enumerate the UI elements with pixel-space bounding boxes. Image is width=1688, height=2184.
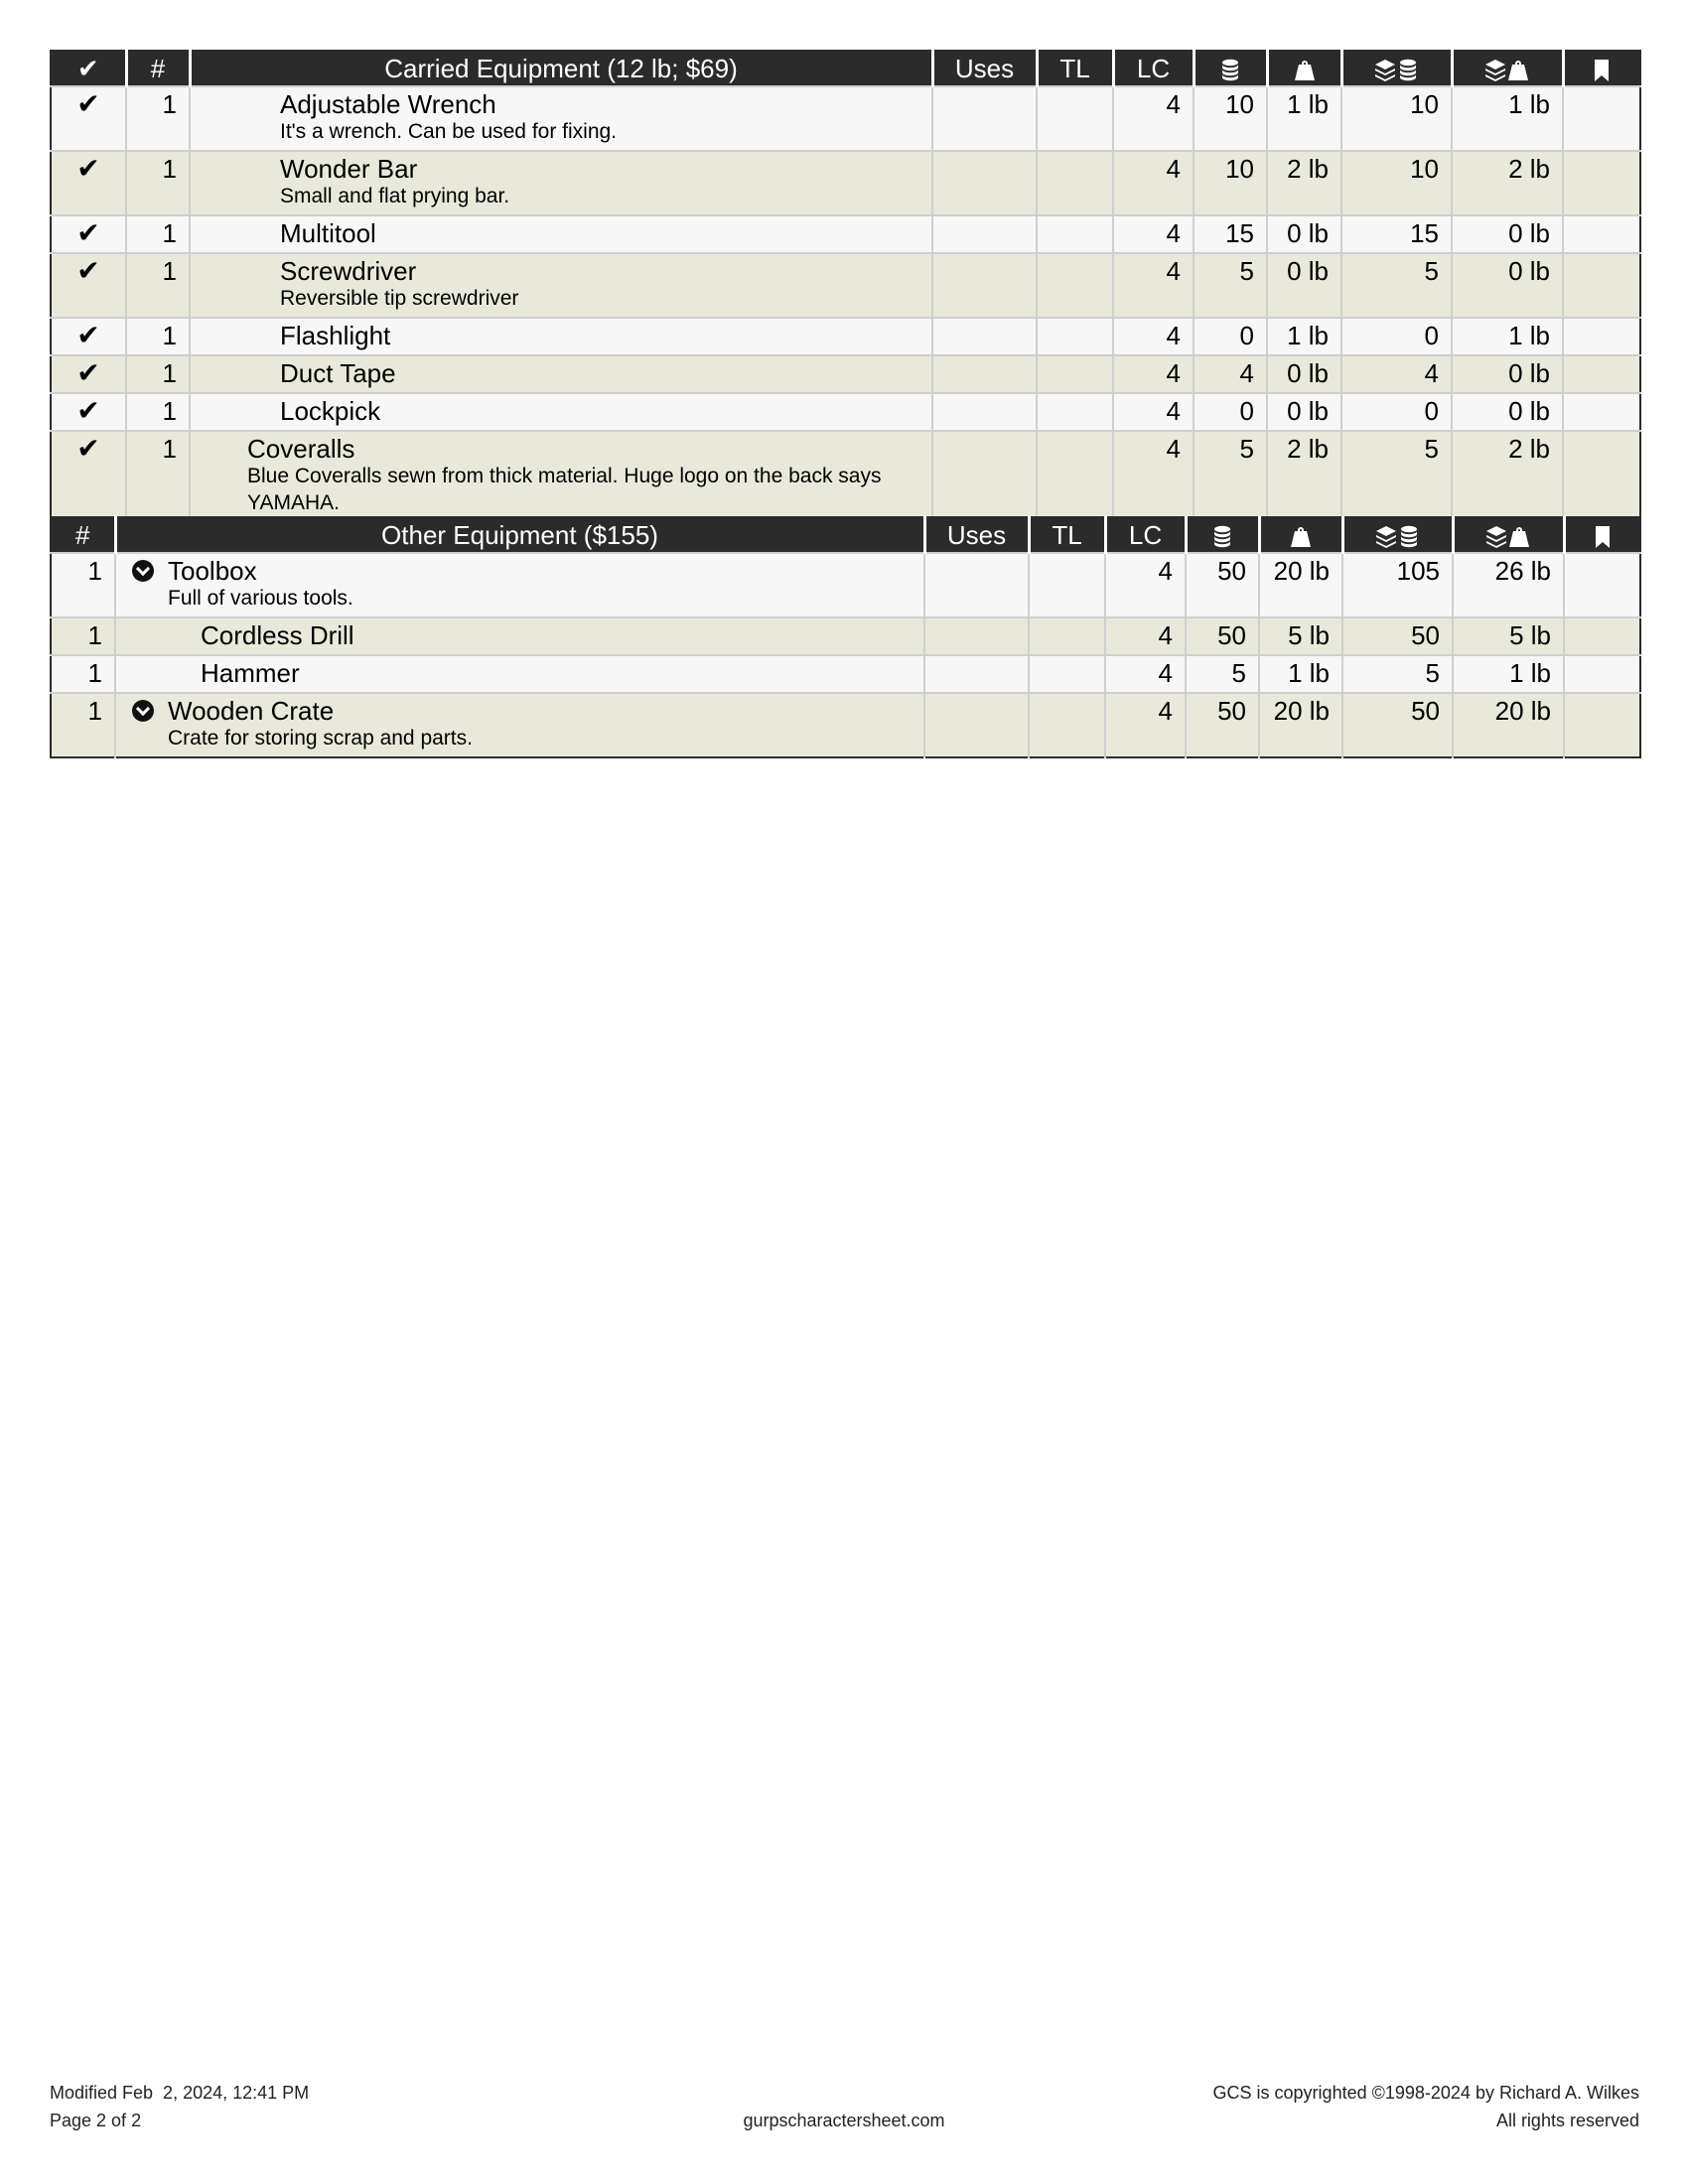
extended-value-header[interactable] [1341, 51, 1452, 86]
modified-timestamp: Modified Feb 2, 2024, 12:41 PM [50, 2083, 310, 2103]
weight-cell: 0 lb [1267, 393, 1341, 431]
weight-cell: 5 lb [1259, 617, 1342, 655]
item-name: Screwdriver [280, 256, 417, 286]
item-notes: Reversible tip screwdriver [280, 287, 519, 310]
lc-cell: 4 [1113, 86, 1194, 151]
lc-cell: 4 [1113, 355, 1194, 393]
table-row[interactable] [51, 253, 1640, 318]
uses-cell [924, 693, 1029, 757]
extended-value-cell: 4 [1341, 355, 1452, 393]
quantity-cell: 1 [126, 318, 190, 355]
legality-class-header[interactable]: LC [1113, 51, 1194, 86]
footer-right [1213, 2079, 1639, 2134]
extended-value-cell: 5 [1341, 431, 1452, 522]
tech-level-header[interactable]: TL [1029, 517, 1105, 553]
extended-value-cell: 15 [1341, 215, 1452, 253]
extended-weight-cell: 20 lb [1453, 693, 1564, 757]
value-cell: 15 [1194, 215, 1267, 253]
item-notes: Blue Coveralls sewn from thick material. Huge logo on the back says YAMAHA. [247, 465, 882, 514]
item-name: Wooden Crate [168, 696, 335, 726]
item-name: Flashlight [280, 321, 391, 350]
quantity-cell: 1 [126, 215, 190, 253]
quantity-cell: 1 [126, 86, 190, 151]
reference-cell[interactable] [1563, 215, 1640, 253]
table-header-row [51, 517, 1640, 553]
uses-cell [932, 86, 1037, 151]
value-cell: 5 [1186, 655, 1259, 693]
value-cell: 0 [1194, 393, 1267, 431]
extended-weight-cell: 26 lb [1453, 553, 1564, 617]
quantity-cell: 1 [51, 693, 115, 757]
table-row[interactable] [51, 215, 1640, 253]
item-notes: Small and flat prying bar. [280, 185, 510, 207]
description-cell [190, 355, 932, 393]
extended-weight-cell: 2 lb [1452, 151, 1563, 215]
value-cell: 50 [1186, 553, 1259, 617]
value-cell: 5 [1194, 253, 1267, 318]
tl-cell [1037, 318, 1113, 355]
extended-weight-cell: 0 lb [1452, 355, 1563, 393]
description-cell [190, 318, 932, 355]
extended-weight-cell: 0 lb [1452, 215, 1563, 253]
coins-icon [1212, 525, 1232, 549]
extended-weight-cell: 0 lb [1452, 393, 1563, 431]
extended-weight-cell: 0 lb [1452, 253, 1563, 318]
tl-cell [1037, 355, 1113, 393]
weight-icon [1291, 525, 1311, 549]
description-cell [190, 431, 932, 522]
carried-equipment-table [50, 50, 1641, 523]
lc-cell: 4 [1113, 151, 1194, 215]
page-number: Page 2 of 2 [50, 2111, 142, 2130]
table-row[interactable] [51, 318, 1640, 355]
item-name: Adjustable Wrench [280, 89, 496, 119]
lc-cell: 4 [1113, 431, 1194, 522]
lc-cell: 4 [1113, 253, 1194, 318]
uses-cell [932, 318, 1037, 355]
item-name: Lockpick [280, 396, 381, 426]
value-cell: 10 [1194, 151, 1267, 215]
quantity-cell: 1 [126, 431, 190, 522]
uses-cell [924, 617, 1029, 655]
extended-weight-cell: 1 lb [1452, 318, 1563, 355]
equipped-check-icon[interactable]: ✔ [76, 433, 100, 464]
reference-cell[interactable] [1563, 355, 1640, 393]
quantity-cell: 1 [51, 617, 115, 655]
uses-cell [932, 355, 1037, 393]
uses-cell [924, 553, 1029, 617]
tl-cell [1037, 393, 1113, 431]
coins-icon [1220, 59, 1240, 82]
stacked-coins-icon [1375, 59, 1419, 82]
lc-cell: 4 [1105, 655, 1186, 693]
quantity-cell: 1 [126, 393, 190, 431]
item-name: Coveralls [247, 434, 355, 464]
uses-header[interactable]: Uses [932, 51, 1037, 86]
weight-header[interactable] [1267, 51, 1341, 86]
other-equipment-table [50, 516, 1641, 758]
weight-cell: 2 lb [1267, 151, 1341, 215]
tl-cell [1037, 431, 1113, 522]
weight-cell: 1 lb [1259, 655, 1342, 693]
quantity-cell: 1 [126, 355, 190, 393]
item-name: Duct Tape [280, 358, 396, 388]
stacked-coins-icon [1376, 525, 1420, 549]
lc-cell: 4 [1113, 215, 1194, 253]
chevron-down-icon[interactable] [132, 560, 154, 582]
extended-weight-header[interactable] [1452, 51, 1563, 86]
chevron-down-icon[interactable] [132, 700, 154, 722]
extended-value-cell: 10 [1341, 151, 1452, 215]
extended-weight-cell: 2 lb [1452, 431, 1563, 522]
description-cell [115, 617, 924, 655]
equipped-check-icon[interactable]: ✔ [76, 255, 100, 286]
tl-cell [1037, 151, 1113, 215]
quantity-cell: 1 [126, 253, 190, 318]
tl-cell [1029, 617, 1105, 655]
extended-value-cell: 10 [1341, 86, 1452, 151]
weight-cell: 20 lb [1259, 693, 1342, 757]
lc-cell: 4 [1113, 393, 1194, 431]
reference-cell[interactable] [1563, 86, 1640, 151]
rights-text: All rights reserved [1495, 2111, 1639, 2130]
reference-header[interactable] [1564, 517, 1640, 553]
item-notes: It's a wrench. Can be used for fixing. [280, 120, 618, 143]
bookmark-icon [1592, 59, 1612, 82]
extended-value-cell: 5 [1341, 253, 1452, 318]
stacked-weight-icon [1486, 525, 1530, 549]
value-cell: 0 [1194, 318, 1267, 355]
weight-cell: 20 lb [1259, 553, 1342, 617]
website-link[interactable]: gurpscharactersheet.com [743, 2111, 945, 2130]
tl-cell [1029, 553, 1105, 617]
equipped-check-icon[interactable]: ✔ [76, 217, 100, 248]
tech-level-header[interactable]: TL [1037, 51, 1113, 86]
extended-value-cell: 0 [1341, 318, 1452, 355]
reference-cell[interactable] [1563, 253, 1640, 318]
weight-header[interactable] [1259, 517, 1342, 553]
tl-cell [1037, 86, 1113, 151]
value-cell: 50 [1186, 693, 1259, 757]
lc-cell: 4 [1105, 693, 1186, 757]
weight-cell: 0 lb [1267, 215, 1341, 253]
reference-cell[interactable] [1563, 318, 1640, 355]
equipped-check-icon[interactable]: ✔ [76, 395, 100, 426]
equipped-check-icon[interactable]: ✔ [76, 320, 100, 350]
extended-value-cell: 105 [1342, 553, 1453, 617]
extended-weight-cell: 5 lb [1453, 617, 1564, 655]
table-row[interactable] [51, 693, 1640, 757]
extended-weight-cell: 1 lb [1452, 86, 1563, 151]
value-cell: 50 [1186, 617, 1259, 655]
reference-cell[interactable] [1563, 431, 1640, 522]
quantity-header[interactable]: # [51, 517, 115, 553]
item-notes: Full of various tools. [168, 587, 353, 610]
extended-value-cell: 0 [1341, 393, 1452, 431]
reference-cell[interactable] [1563, 393, 1640, 431]
value-cell: 4 [1194, 355, 1267, 393]
reference-header[interactable] [1563, 51, 1640, 86]
weight-cell: 1 lb [1267, 86, 1341, 151]
tl-cell [1037, 215, 1113, 253]
item-name: Toolbox [168, 556, 257, 586]
lc-cell: 4 [1105, 553, 1186, 617]
item-name: Wonder Bar [280, 154, 418, 184]
reference-cell[interactable] [1564, 617, 1640, 655]
carried-equipment-title[interactable]: Carried Equipment (12 lb; $69) [190, 51, 932, 86]
uses-header[interactable]: Uses [924, 517, 1029, 553]
copyright-text: GCS is copyrighted ©1998-2024 by Richard A. Wilkes [1212, 2083, 1639, 2103]
table-row[interactable] [51, 86, 1640, 151]
tl-cell [1029, 655, 1105, 693]
equipped-check-icon[interactable]: ✔ [76, 153, 100, 184]
extended-weight-cell: 1 lb [1453, 655, 1564, 693]
item-name: Multitool [280, 218, 376, 248]
reference-cell[interactable] [1564, 693, 1640, 757]
description-cell [190, 151, 932, 215]
weight-cell: 0 lb [1267, 253, 1341, 318]
equipped-check-icon[interactable]: ✔ [76, 357, 100, 388]
table-header-row [51, 51, 1640, 86]
lc-cell: 4 [1105, 617, 1186, 655]
table-row[interactable] [51, 655, 1640, 693]
quantity-cell: 1 [51, 655, 115, 693]
description-cell [190, 215, 932, 253]
table-row[interactable] [51, 617, 1640, 655]
extended-value-cell: 5 [1342, 655, 1453, 693]
description-cell [190, 86, 932, 151]
value-header[interactable] [1194, 51, 1267, 86]
table-row[interactable] [51, 393, 1640, 431]
reference-cell[interactable] [1564, 655, 1640, 693]
equipped-check-icon[interactable]: ✔ [76, 88, 100, 119]
lc-cell: 4 [1113, 318, 1194, 355]
value-cell: 10 [1194, 86, 1267, 151]
description-cell [190, 393, 932, 431]
uses-cell [932, 393, 1037, 431]
uses-cell [932, 151, 1037, 215]
reference-cell[interactable] [1563, 151, 1640, 215]
weight-cell: 1 lb [1267, 318, 1341, 355]
extended-weight-header[interactable] [1453, 517, 1564, 553]
item-name: Hammer [201, 658, 300, 688]
weight-cell: 0 lb [1267, 355, 1341, 393]
uses-cell [932, 431, 1037, 522]
extended-value-cell: 50 [1342, 617, 1453, 655]
item-notes: Crate for storing scrap and parts. [168, 727, 473, 750]
description-cell [115, 693, 924, 757]
bookmark-icon [1593, 525, 1613, 549]
quantity-cell: 1 [51, 553, 115, 617]
tl-cell [1037, 253, 1113, 318]
legality-class-header[interactable]: LC [1105, 517, 1186, 553]
weight-cell: 2 lb [1267, 431, 1341, 522]
table-row[interactable] [51, 553, 1640, 617]
description-cell [190, 253, 932, 318]
table-row[interactable] [51, 431, 1640, 522]
uses-cell [932, 253, 1037, 318]
equipped-header[interactable]: ✔ [51, 51, 126, 86]
uses-cell [932, 215, 1037, 253]
other-equipment-title[interactable]: Other Equipment ($155) [115, 517, 924, 553]
quantity-header[interactable]: # [126, 51, 190, 86]
description-cell [115, 553, 924, 617]
table-row[interactable] [51, 355, 1640, 393]
reference-cell[interactable] [1564, 553, 1640, 617]
description-cell [115, 655, 924, 693]
extended-value-header[interactable] [1342, 517, 1453, 553]
table-row[interactable] [51, 151, 1640, 215]
stacked-weight-icon [1485, 59, 1529, 82]
tl-cell [1029, 693, 1105, 757]
uses-cell [924, 655, 1029, 693]
extended-value-cell: 50 [1342, 693, 1453, 757]
value-cell: 5 [1194, 431, 1267, 522]
quantity-cell: 1 [126, 151, 190, 215]
value-header[interactable] [1186, 517, 1259, 553]
weight-icon [1295, 59, 1315, 82]
item-name: Cordless Drill [201, 620, 354, 650]
